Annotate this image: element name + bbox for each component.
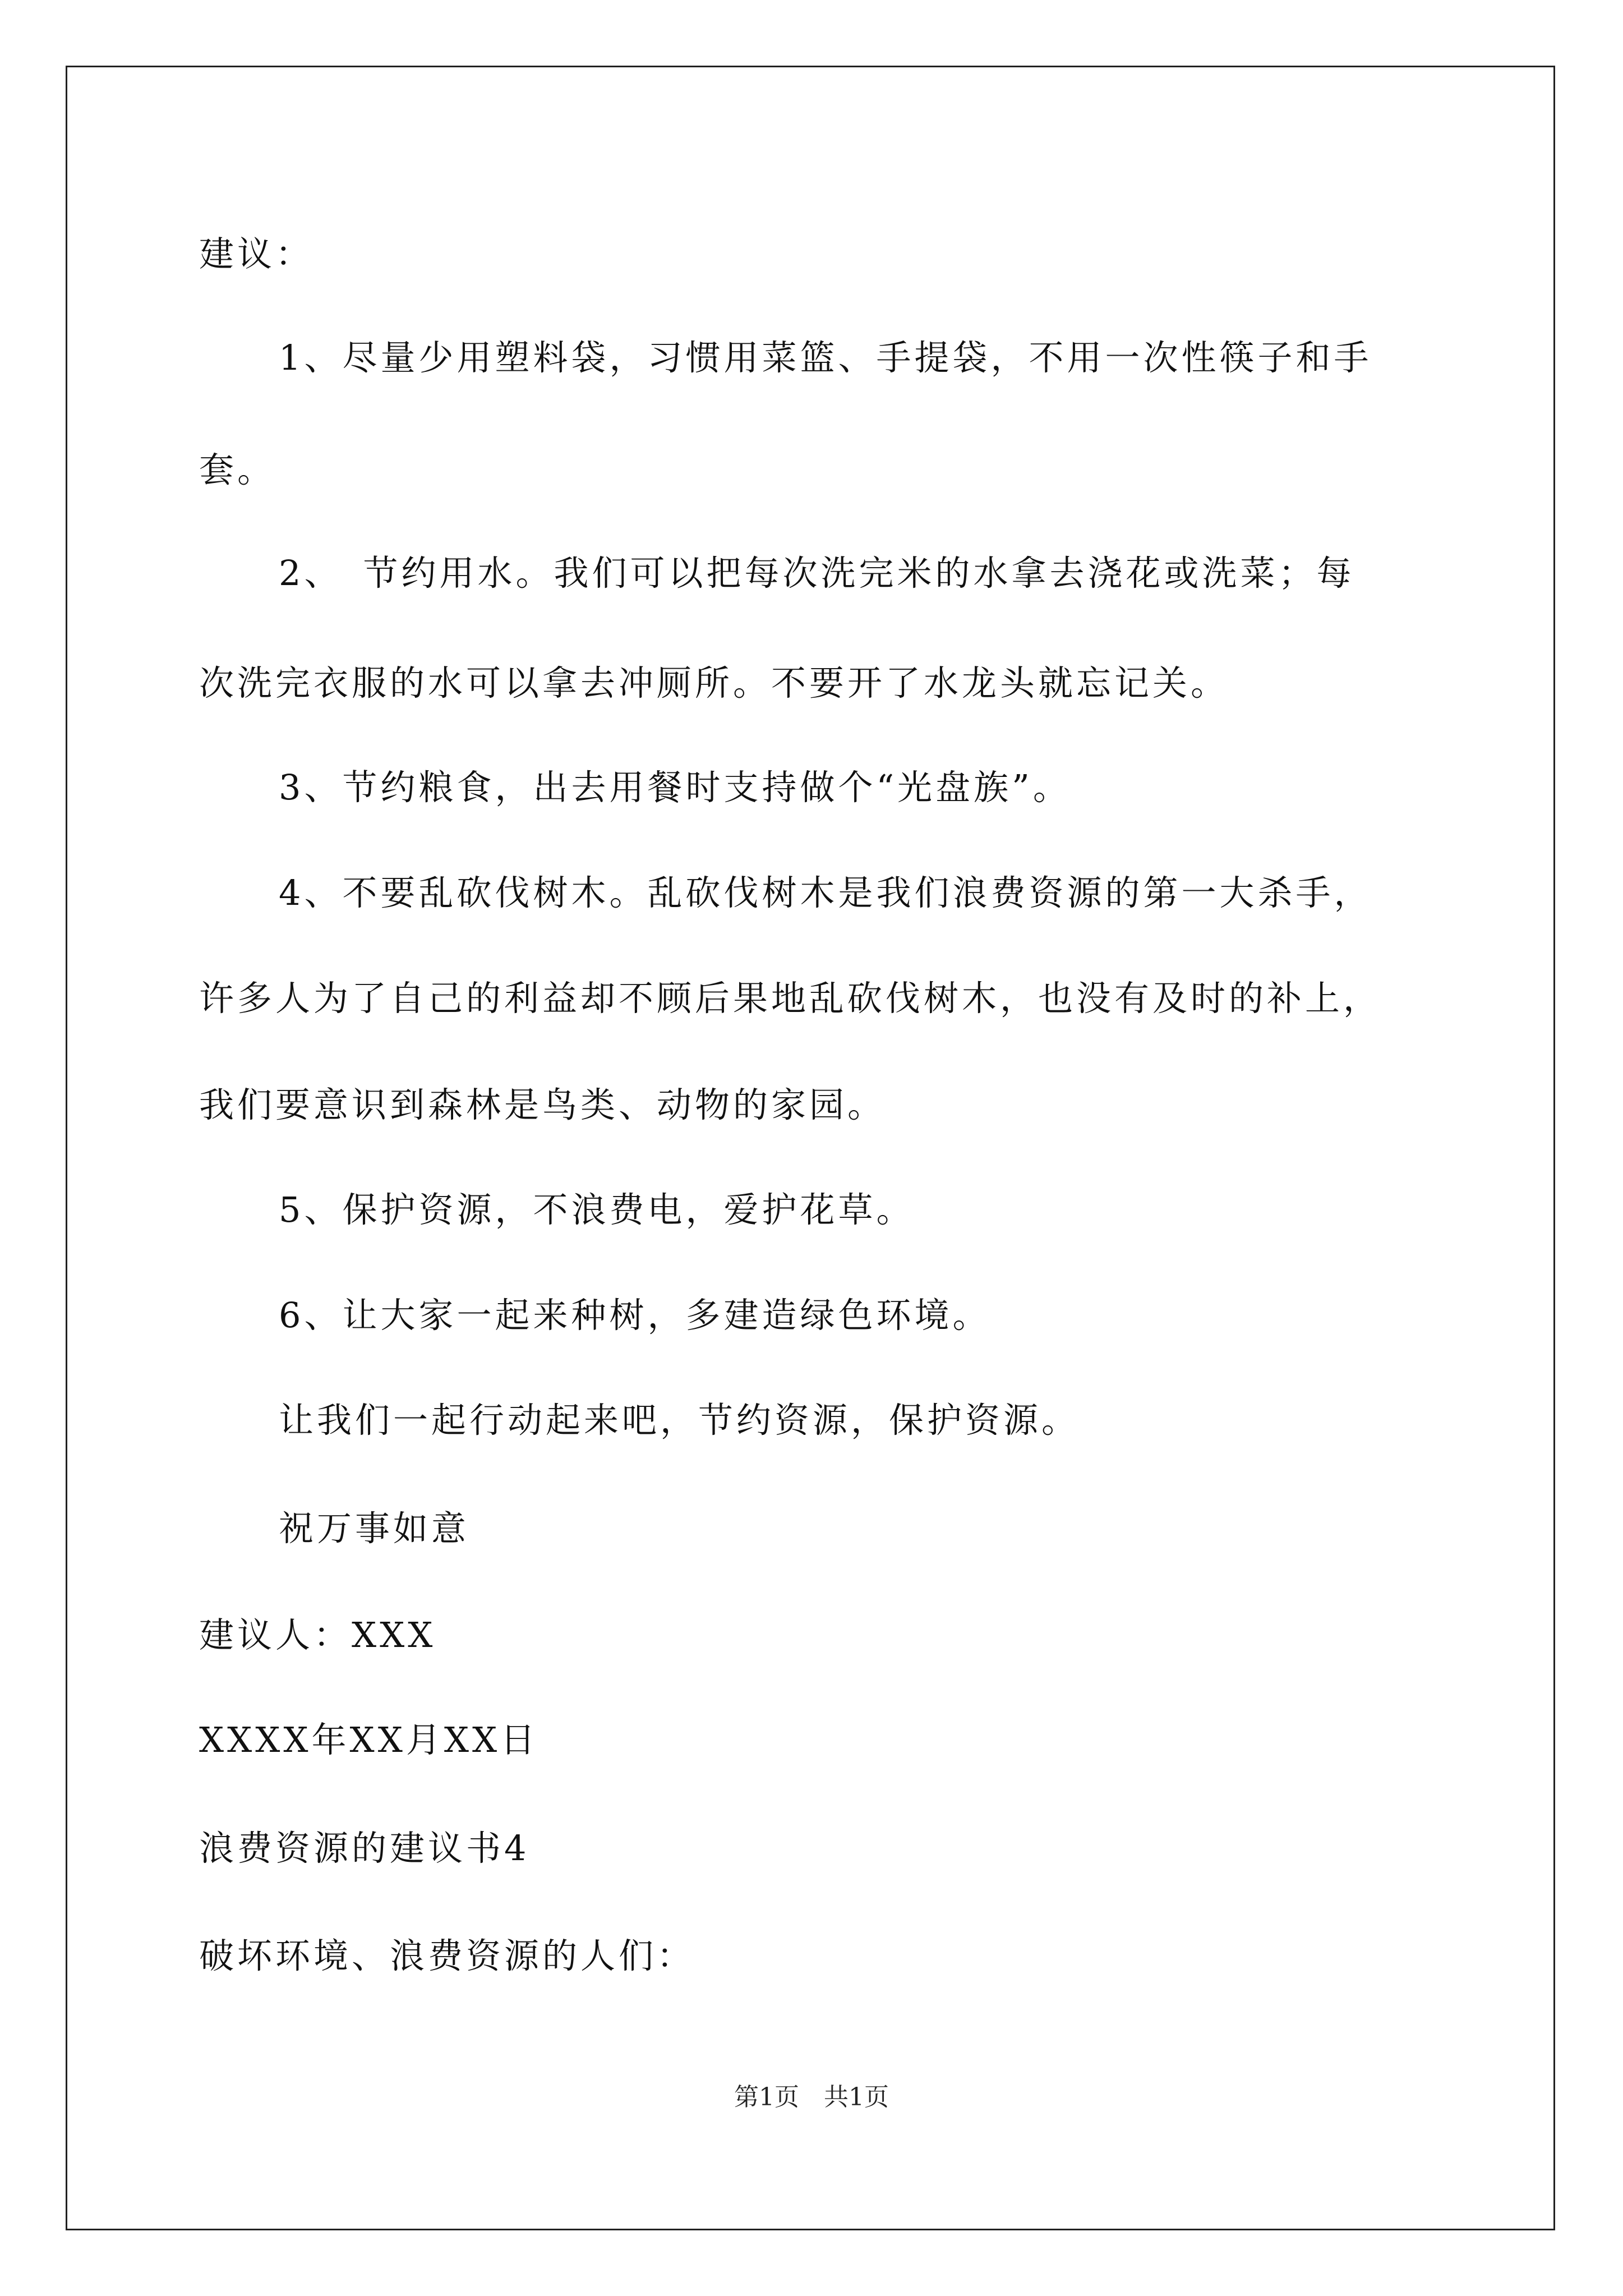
suggestion-6: 6、让大家一起来种树，多建造绿色环境。	[279, 1295, 991, 1336]
salutation-heading: 建议：	[199, 233, 314, 274]
signature-proposer: 建议人：XXX	[199, 1614, 436, 1655]
suggestion-1-line-1: 1、尽量少用塑料袋，习惯用菜篮、手提袋，不用一次性筷子和手	[279, 337, 1372, 378]
suggestion-4-line-2: 许多人为了自己的利益却不顾后果地乱砍伐树木，也没有及时的补上，	[199, 978, 1382, 1019]
page-number-footer: 第1页 共1页	[734, 2083, 889, 2111]
page-border	[66, 66, 1555, 2230]
next-letter-salutation: 破坏环境、浪费资源的人们：	[199, 1935, 695, 1976]
suggestion-3: 3、节约粮食，出去用餐时支持做个“光盘族”。	[279, 767, 1071, 808]
suggestion-2-line-1: 2、 节约用水。我们可以把每次洗完米的水拿去浇花或洗菜；每	[279, 553, 1355, 593]
signature-date: XXXX年XX月XX日	[199, 1719, 539, 1760]
suggestion-4-line-3: 我们要意识到森林是鸟类、动物的家园。	[199, 1084, 886, 1125]
suggestion-1-line-2: 套。	[199, 449, 276, 490]
suggestion-5: 5、保护资源，不浪费电，爱护花草。	[279, 1189, 915, 1230]
suggestion-4-line-1: 4、不要乱砍伐树木。乱砍伐树木是我们浪费资源的第一大杀手，	[279, 872, 1372, 913]
closing-call-to-action: 让我们一起行动起来吧，节约资源，保护资源。	[279, 1400, 1080, 1441]
next-letter-title: 浪费资源的建议书4	[199, 1828, 530, 1869]
suggestion-2-line-2: 次洗完衣服的水可以拿去冲厕所。不要开了水龙头就忘记关。	[199, 662, 1229, 703]
closing-wish: 祝万事如意	[279, 1508, 470, 1549]
